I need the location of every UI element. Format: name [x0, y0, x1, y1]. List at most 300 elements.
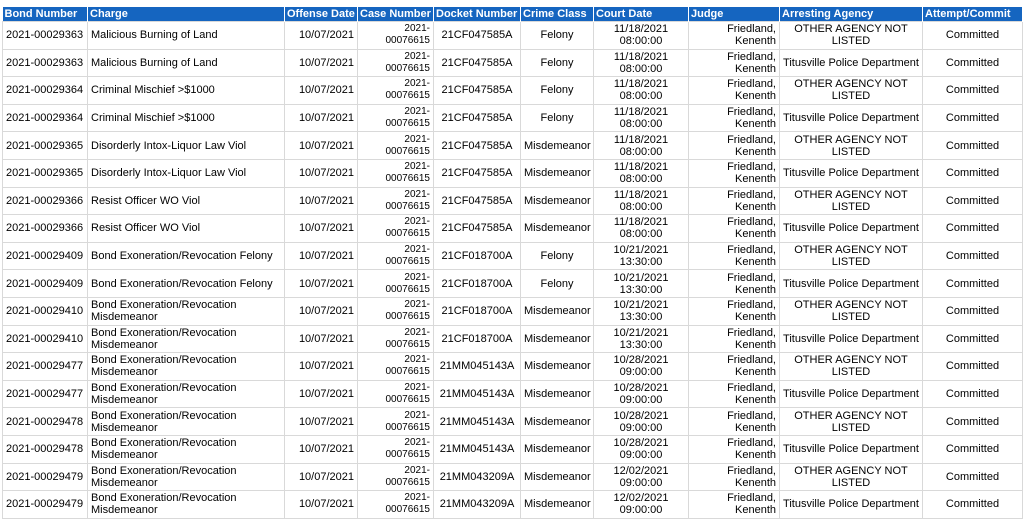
docket-number: 21MM045143A [439, 415, 515, 428]
docket-number: 21CF047585A [441, 29, 513, 42]
judge-first-name: Kenenth [735, 35, 776, 48]
judge-cell [689, 104, 780, 132]
judge-last-name: Friedland, [727, 161, 776, 174]
case-number: 2021-00076615 [385, 354, 430, 378]
attempt-commit: Committed [945, 29, 1000, 42]
court-time: 08:00:00 [619, 200, 663, 213]
crime-class-cell [521, 270, 594, 298]
charge-text: Resist Officer WO Viol [91, 222, 201, 235]
crime-class-cell [521, 132, 594, 160]
docket-number-cell [434, 435, 521, 463]
arresting-agency-cell [780, 380, 923, 408]
court-date-cell [594, 435, 689, 463]
bond-number-cell [3, 132, 88, 160]
judge-first-name: Kenenth [735, 145, 776, 158]
bond-number: 2021-00029363 [6, 29, 84, 42]
docket-number-cell [434, 215, 521, 243]
court-date: 10/28/2021 [613, 409, 669, 422]
bond-number: 2021-00029478 [6, 443, 84, 456]
crime-class-cell [521, 77, 594, 105]
table-row [3, 49, 1023, 77]
docket-number: 21MM045143A [439, 388, 515, 401]
offense-date: 10/07/2021 [298, 139, 354, 152]
arresting-agency-line2: LISTED [831, 256, 871, 269]
crime-class: Misdemeanor [524, 332, 591, 345]
case-number: 2021-00076615 [385, 216, 430, 240]
bond-number-cell [3, 435, 88, 463]
crime-class: Misdemeanor [524, 305, 591, 318]
crime-class-cell [521, 22, 594, 50]
charge-text: Bond Exoneration/Revocation [91, 492, 237, 505]
arresting-agency: OTHER AGENCY NOT [794, 464, 908, 477]
attempt-commit: Committed [945, 443, 1000, 456]
judge-first-name: Kenenth [735, 173, 776, 186]
court-date-cell [594, 104, 689, 132]
bond-number-cell [3, 159, 88, 187]
docket-number-cell [434, 463, 521, 491]
table-header-row [3, 7, 1023, 22]
judge-last-name: Friedland, [727, 354, 776, 367]
column-header-offense-date: Offense Date [285, 7, 358, 22]
attempt-commit: Committed [945, 250, 1000, 263]
attempt-commit: Committed [945, 470, 1000, 483]
court-time: 09:00:00 [619, 421, 663, 434]
attempt-commit: Committed [945, 112, 1000, 125]
case-number-cell [358, 270, 434, 298]
judge-cell [689, 22, 780, 50]
crime-class-cell [521, 187, 594, 215]
court-time: 08:00:00 [619, 62, 663, 75]
bond-number-cell [3, 408, 88, 436]
attempt-commit-cell [923, 77, 1023, 105]
attempt-commit-cell [923, 215, 1023, 243]
arresting-agency-cell [780, 408, 923, 436]
column-header-case-number: Case Number [358, 7, 434, 22]
crime-class: Misdemeanor [524, 360, 591, 373]
docket-number: 21CF047585A [441, 56, 513, 69]
attempt-commit-cell [923, 491, 1023, 519]
arresting-agency: Titusville Police Department [783, 112, 919, 125]
court-time: 08:00:00 [619, 228, 663, 241]
judge-last-name: Friedland, [727, 464, 776, 477]
offense-date-cell [285, 22, 358, 50]
charge-cell [88, 435, 285, 463]
arresting-agency: OTHER AGENCY NOT [794, 78, 908, 91]
attempt-commit: Committed [945, 277, 1000, 290]
charge-cell [88, 242, 285, 270]
court-date: 12/02/2021 [613, 464, 669, 477]
judge-last-name: Friedland, [727, 326, 776, 339]
docket-number: 21CF047585A [441, 167, 513, 180]
case-number: 2021-00076615 [385, 50, 430, 74]
arresting-agency-cell [780, 159, 923, 187]
bond-number-cell [3, 49, 88, 77]
docket-number-cell [434, 104, 521, 132]
arresting-agency: OTHER AGENCY NOT [794, 244, 908, 257]
arresting-agency: Titusville Police Department [783, 443, 919, 456]
court-date: 11/18/2021 [613, 188, 669, 201]
judge-cell [689, 215, 780, 243]
column-header-arresting-agency: Arresting Agency [780, 7, 923, 22]
case-number-cell [358, 77, 434, 105]
judge-first-name: Kenenth [735, 394, 776, 407]
charge-text: Criminal Mischief >$1000 [91, 112, 215, 125]
docket-number-cell [434, 242, 521, 270]
docket-number-cell [434, 159, 521, 187]
bond-number-cell [3, 353, 88, 381]
offense-date-cell [285, 380, 358, 408]
judge-cell [689, 463, 780, 491]
charge-text: Bond Exoneration/Revocation [91, 382, 237, 395]
court-time: 09:00:00 [619, 504, 663, 517]
arresting-agency: Titusville Police Department [783, 332, 919, 345]
charge-text: Malicious Burning of Land [91, 56, 218, 69]
court-date: 10/28/2021 [613, 354, 669, 367]
charge-cell [88, 463, 285, 491]
offense-date: 10/07/2021 [298, 277, 354, 290]
attempt-commit: Committed [945, 56, 1000, 69]
court-date-cell [594, 77, 689, 105]
charges-table-container [2, 7, 1023, 519]
court-date-cell [594, 491, 689, 519]
judge-last-name: Friedland, [727, 409, 776, 422]
crime-class-cell [521, 491, 594, 519]
offense-date: 10/07/2021 [298, 360, 354, 373]
docket-number-cell [434, 49, 521, 77]
offense-date-cell [285, 77, 358, 105]
arresting-agency: Titusville Police Department [783, 222, 919, 235]
arresting-agency-cell [780, 22, 923, 50]
attempt-commit-cell [923, 49, 1023, 77]
arresting-agency: OTHER AGENCY NOT [794, 354, 908, 367]
table-row [3, 380, 1023, 408]
arresting-agency-cell [780, 187, 923, 215]
crime-class: Misdemeanor [524, 443, 591, 456]
court-date: 10/21/2021 [613, 299, 669, 312]
crime-class: Misdemeanor [524, 194, 591, 207]
docket-number: 21MM043209A [439, 498, 515, 511]
bond-number: 2021-00029365 [6, 139, 84, 152]
attempt-commit: Committed [945, 415, 1000, 428]
court-date: 12/02/2021 [613, 492, 669, 505]
bond-number: 2021-00029364 [6, 84, 84, 97]
column-header-attempt-commit: Attempt/Commit [923, 7, 1023, 22]
judge-cell [689, 132, 780, 160]
docket-number: 21CF018700A [441, 305, 513, 318]
arresting-agency: Titusville Police Department [783, 277, 919, 290]
crime-class: Misdemeanor [524, 167, 591, 180]
court-date-cell [594, 49, 689, 77]
case-number: 2021-00076615 [385, 188, 430, 212]
charge-text: Bond Exoneration/Revocation [91, 326, 237, 339]
docket-number-cell [434, 187, 521, 215]
case-number: 2021-00076615 [385, 161, 430, 185]
docket-number: 21CF047585A [441, 194, 513, 207]
docket-number: 21MM045143A [439, 443, 515, 456]
offense-date: 10/07/2021 [298, 194, 354, 207]
attempt-commit-cell [923, 159, 1023, 187]
charge-text: Bond Exoneration/Revocation [91, 437, 237, 450]
charge-text-line2: Misdemeanor [91, 311, 158, 324]
crime-class-cell [521, 242, 594, 270]
court-date-cell [594, 463, 689, 491]
attempt-commit: Committed [945, 305, 1000, 318]
arresting-agency-line2: LISTED [831, 421, 871, 434]
court-date-cell [594, 22, 689, 50]
case-number: 2021-00076615 [385, 409, 430, 433]
arresting-agency-cell [780, 463, 923, 491]
table-row [3, 159, 1023, 187]
judge-last-name: Friedland, [727, 78, 776, 91]
table-row [3, 325, 1023, 353]
arresting-agency-cell [780, 215, 923, 243]
charge-text: Criminal Mischief >$1000 [91, 84, 215, 97]
docket-number-cell [434, 380, 521, 408]
offense-date-cell [285, 104, 358, 132]
case-number: 2021-00076615 [385, 23, 430, 47]
case-number: 2021-00076615 [385, 78, 430, 102]
bond-number: 2021-00029410 [6, 332, 84, 345]
attempt-commit: Committed [945, 498, 1000, 511]
crime-class: Felony [540, 84, 574, 97]
offense-date-cell [285, 463, 358, 491]
arresting-agency-line2: LISTED [831, 476, 871, 489]
crime-class: Misdemeanor [524, 415, 591, 428]
judge-cell [689, 187, 780, 215]
court-date-cell [594, 159, 689, 187]
charge-cell [88, 297, 285, 325]
court-date-cell [594, 132, 689, 160]
judge-cell [689, 49, 780, 77]
attempt-commit-cell [923, 132, 1023, 160]
crime-class: Misdemeanor [524, 470, 591, 483]
case-number-cell [358, 463, 434, 491]
judge-cell [689, 77, 780, 105]
attempt-commit-cell [923, 104, 1023, 132]
attempt-commit: Committed [945, 360, 1000, 373]
offense-date: 10/07/2021 [298, 332, 354, 345]
case-number-cell [358, 408, 434, 436]
court-time: 08:00:00 [619, 90, 663, 103]
case-number-cell [358, 49, 434, 77]
bond-number-cell [3, 187, 88, 215]
case-number-cell [358, 22, 434, 50]
offense-date-cell [285, 353, 358, 381]
charge-cell [88, 270, 285, 298]
judge-last-name: Friedland, [727, 492, 776, 505]
crime-class: Felony [540, 277, 574, 290]
column-header-bond-number: Bond Number [3, 7, 88, 22]
crime-class-cell [521, 463, 594, 491]
offense-date: 10/07/2021 [298, 498, 354, 511]
column-header-charge: Charge [88, 7, 285, 22]
court-time: 13:30:00 [619, 311, 663, 324]
bond-number-cell [3, 325, 88, 353]
judge-first-name: Kenenth [735, 228, 776, 241]
judge-cell [689, 380, 780, 408]
bond-number-cell [3, 242, 88, 270]
case-number-cell [358, 491, 434, 519]
judge-cell [689, 491, 780, 519]
docket-number-cell [434, 491, 521, 519]
docket-number: 21MM045143A [439, 360, 515, 373]
arresting-agency-line2: LISTED [831, 366, 871, 379]
offense-date-cell [285, 132, 358, 160]
court-date-cell [594, 353, 689, 381]
court-time: 13:30:00 [619, 256, 663, 269]
charge-text: Disorderly Intox-Liquor Law Viol [91, 139, 247, 152]
arresting-agency: Titusville Police Department [783, 167, 919, 180]
judge-last-name: Friedland, [727, 299, 776, 312]
offense-date-cell [285, 187, 358, 215]
arresting-agency-line2: LISTED [831, 145, 871, 158]
charge-text-line2: Misdemeanor [91, 421, 158, 434]
offense-date: 10/07/2021 [298, 112, 354, 125]
charge-text-line2: Misdemeanor [91, 449, 158, 462]
arresting-agency: OTHER AGENCY NOT [794, 188, 908, 201]
judge-first-name: Kenenth [735, 449, 776, 462]
judge-cell [689, 297, 780, 325]
arresting-agency-cell [780, 132, 923, 160]
court-time: 09:00:00 [619, 366, 663, 379]
crime-class-cell [521, 408, 594, 436]
judge-cell [689, 408, 780, 436]
charge-cell [88, 215, 285, 243]
arresting-agency-line2: LISTED [831, 35, 871, 48]
docket-number: 21CF047585A [441, 112, 513, 125]
bond-number: 2021-00029364 [6, 112, 84, 125]
offense-date-cell [285, 297, 358, 325]
offense-date-cell [285, 325, 358, 353]
offense-date-cell [285, 408, 358, 436]
case-number-cell [358, 297, 434, 325]
court-date-cell [594, 187, 689, 215]
arresting-agency: OTHER AGENCY NOT [794, 133, 908, 146]
court-date-cell [594, 325, 689, 353]
charge-text-line2: Misdemeanor [91, 476, 158, 489]
bond-number: 2021-00029409 [6, 277, 84, 290]
bond-number-cell [3, 491, 88, 519]
bond-number-cell [3, 104, 88, 132]
attempt-commit: Committed [945, 84, 1000, 97]
judge-cell [689, 159, 780, 187]
case-number: 2021-00076615 [385, 464, 430, 488]
crime-class: Misdemeanor [524, 222, 591, 235]
crime-class: Felony [540, 29, 574, 42]
court-time: 08:00:00 [619, 35, 663, 48]
judge-first-name: Kenenth [735, 366, 776, 379]
judge-first-name: Kenenth [735, 62, 776, 75]
arresting-agency-line2: LISTED [831, 90, 871, 103]
bond-number-cell [3, 215, 88, 243]
charge-text: Bond Exoneration/Revocation [91, 409, 237, 422]
court-date: 11/18/2021 [613, 78, 669, 91]
case-number-cell [358, 325, 434, 353]
bond-number: 2021-00029477 [6, 360, 84, 373]
court-date: 10/21/2021 [613, 271, 669, 284]
table-row [3, 491, 1023, 519]
docket-number: 21CF018700A [441, 277, 513, 290]
charge-text-line2: Misdemeanor [91, 504, 158, 517]
judge-first-name: Kenenth [735, 283, 776, 296]
judge-first-name: Kenenth [735, 476, 776, 489]
docket-number: 21CF018700A [441, 332, 513, 345]
court-time: 08:00:00 [619, 118, 663, 131]
case-number: 2021-00076615 [385, 299, 430, 323]
case-number-cell [358, 353, 434, 381]
offense-date: 10/07/2021 [298, 470, 354, 483]
table-row [3, 132, 1023, 160]
bond-number: 2021-00029365 [6, 167, 84, 180]
column-header-crime-class: Crime Class [521, 7, 594, 22]
charge-cell [88, 353, 285, 381]
bond-number: 2021-00029409 [6, 250, 84, 263]
court-time: 13:30:00 [619, 283, 663, 296]
docket-number-cell [434, 297, 521, 325]
case-number: 2021-00076615 [385, 106, 430, 130]
charge-text: Disorderly Intox-Liquor Law Viol [91, 167, 247, 180]
case-number-cell [358, 242, 434, 270]
court-date-cell [594, 270, 689, 298]
court-date: 11/18/2021 [613, 106, 669, 119]
attempt-commit: Committed [945, 332, 1000, 345]
offense-date-cell [285, 215, 358, 243]
docket-number-cell [434, 408, 521, 436]
table-row [3, 353, 1023, 381]
attempt-commit-cell [923, 22, 1023, 50]
case-number: 2021-00076615 [385, 133, 430, 157]
charge-cell [88, 491, 285, 519]
charge-text: Bond Exoneration/Revocation [91, 354, 237, 367]
attempt-commit-cell [923, 353, 1023, 381]
offense-date: 10/07/2021 [298, 84, 354, 97]
attempt-commit: Committed [945, 388, 1000, 401]
table-row [3, 408, 1023, 436]
docket-number-cell [434, 270, 521, 298]
table-row [3, 22, 1023, 50]
arresting-agency: OTHER AGENCY NOT [794, 409, 908, 422]
arresting-agency: OTHER AGENCY NOT [794, 23, 908, 36]
court-time: 09:00:00 [619, 476, 663, 489]
judge-first-name: Kenenth [735, 90, 776, 103]
attempt-commit-cell [923, 325, 1023, 353]
bond-number: 2021-00029479 [6, 498, 84, 511]
crime-class-cell [521, 297, 594, 325]
crime-class: Misdemeanor [524, 388, 591, 401]
court-date: 11/18/2021 [613, 23, 669, 36]
crime-class-cell [521, 435, 594, 463]
arresting-agency-cell [780, 242, 923, 270]
court-time: 13:30:00 [619, 338, 663, 351]
offense-date: 10/07/2021 [298, 250, 354, 263]
case-number-cell [358, 104, 434, 132]
judge-last-name: Friedland, [727, 106, 776, 119]
judge-first-name: Kenenth [735, 118, 776, 131]
bond-number: 2021-00029363 [6, 56, 84, 69]
judge-first-name: Kenenth [735, 421, 776, 434]
offense-date-cell [285, 491, 358, 519]
arresting-agency-cell [780, 49, 923, 77]
offense-date-cell [285, 242, 358, 270]
bond-number-cell [3, 463, 88, 491]
crime-class: Misdemeanor [524, 498, 591, 511]
court-time: 08:00:00 [619, 173, 663, 186]
bond-number-cell [3, 77, 88, 105]
case-number-cell [358, 215, 434, 243]
arresting-agency-cell [780, 325, 923, 353]
court-date: 11/18/2021 [613, 161, 669, 174]
charge-text-line2: Misdemeanor [91, 366, 158, 379]
